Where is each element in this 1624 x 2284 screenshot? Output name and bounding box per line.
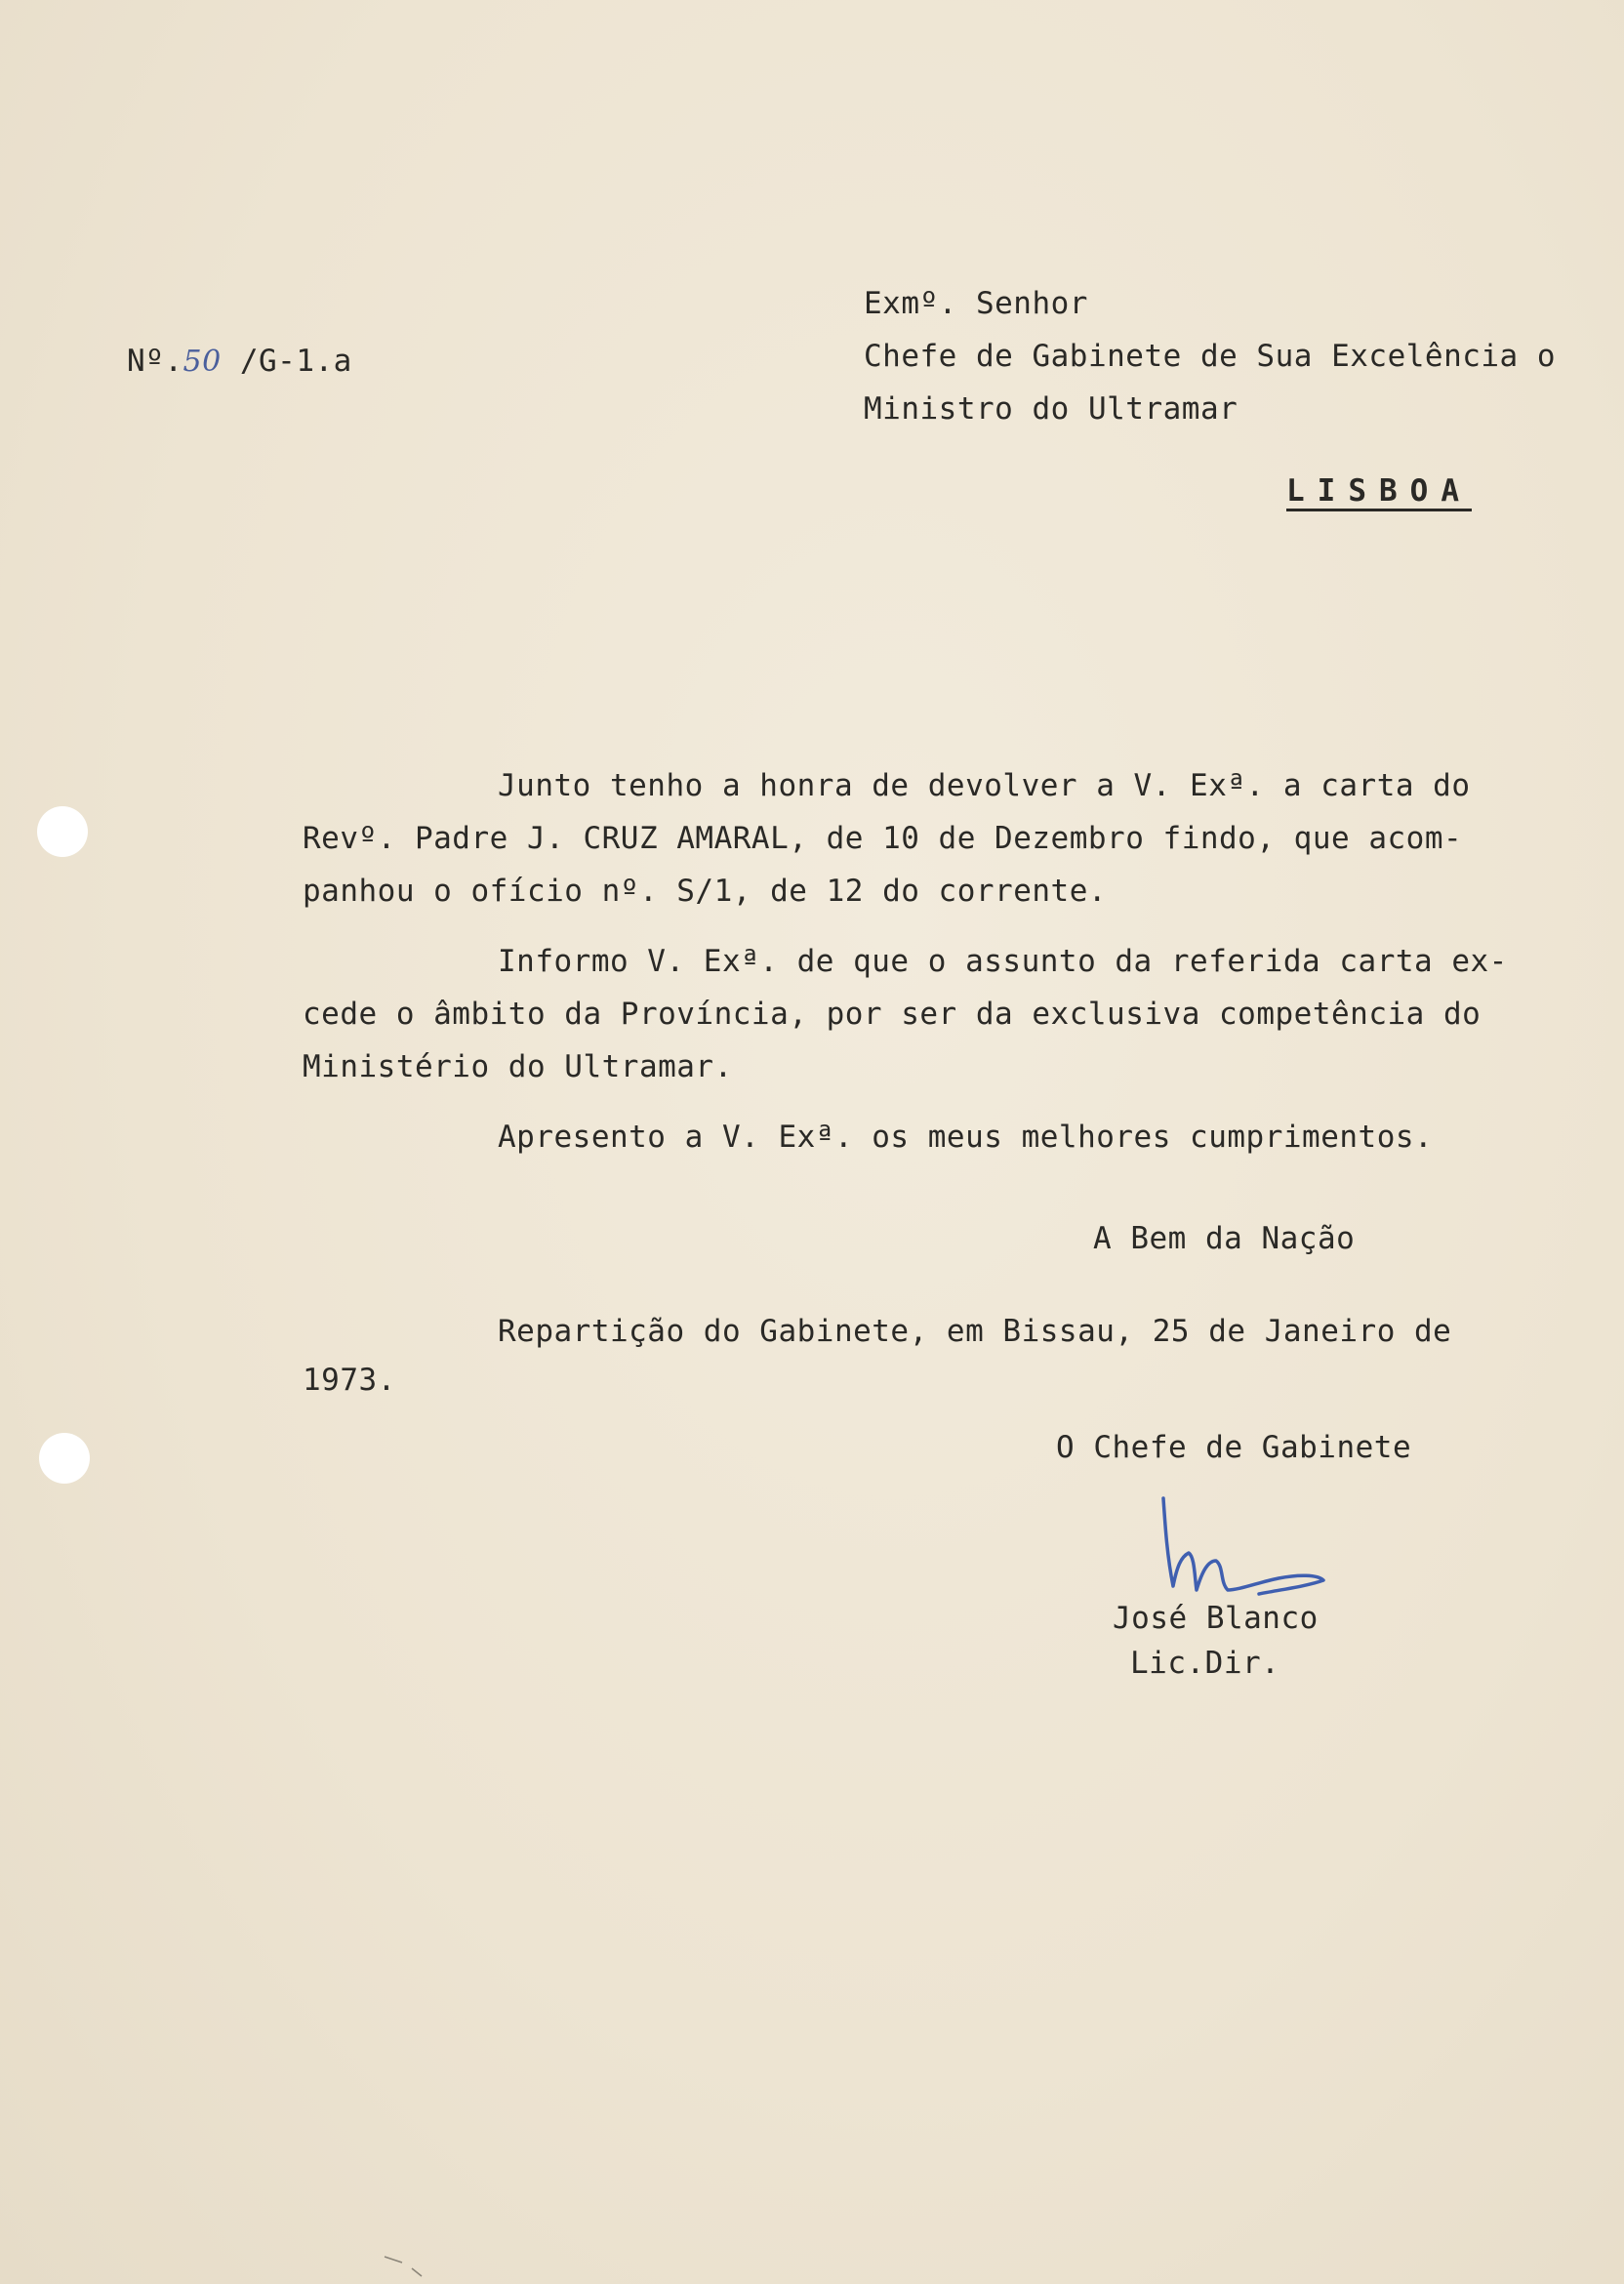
place-date-line1: Repartição do Gabinete, em Bissau, 25 de Janeiro de	[498, 1314, 1452, 1349]
closing-salutation: A Bem da Nação	[1093, 1221, 1356, 1256]
body-p2-line3: Ministério do Ultramar.	[303, 1049, 733, 1084]
signatory-title: O Chefe de Gabinete	[1056, 1430, 1412, 1465]
signatory-name-block	[1113, 1596, 1319, 1686]
signatory-credential: Lic.Dir.	[1130, 1646, 1280, 1681]
addressee-line1: Exmº. Senhor	[864, 286, 1088, 321]
reference-number	[127, 335, 352, 388]
punch-hole-top	[37, 806, 88, 857]
body-p1-line3: panhou o ofício nº. S/1, de 12 do corrente.	[303, 874, 1108, 909]
letter-body	[303, 759, 1508, 1163]
place-date-line2: 1973.	[303, 1363, 396, 1398]
addressee-line2: Chefe de Gabinete de Sua Excelência o	[864, 339, 1557, 374]
body-p1-line2: Revº. Padre J. CRUZ AMARAL, de 10 de Dezembro findo, que acom-	[303, 821, 1463, 856]
body-p2-line2: cede o âmbito da Província, por ser da exclusiva competência do	[303, 997, 1482, 1032]
addressee-line3: Ministro do Ultramar	[864, 391, 1238, 427]
reference-prefix: Nº.	[127, 344, 183, 379]
paper-scratch-mark	[383, 2255, 441, 2284]
body-p2-line1: Informo V. Exª. de que o assunto da referida carta ex-	[498, 944, 1508, 979]
punch-hole-bottom	[39, 1433, 90, 1484]
body-p1-line1: Junto tenho a honra de devolver a V. Exª. a carta do	[498, 768, 1471, 803]
addressee-block	[864, 277, 1556, 435]
reference-suffix: /G-1.a	[239, 344, 352, 379]
handwritten-number: 50	[183, 345, 222, 379]
addressee-city: LISBOA	[1286, 473, 1472, 509]
signatory-name: José Blanco	[1113, 1601, 1319, 1636]
body-p3-line1: Apresento a V. Exª. os meus melhores cumprimentos.	[498, 1120, 1434, 1155]
